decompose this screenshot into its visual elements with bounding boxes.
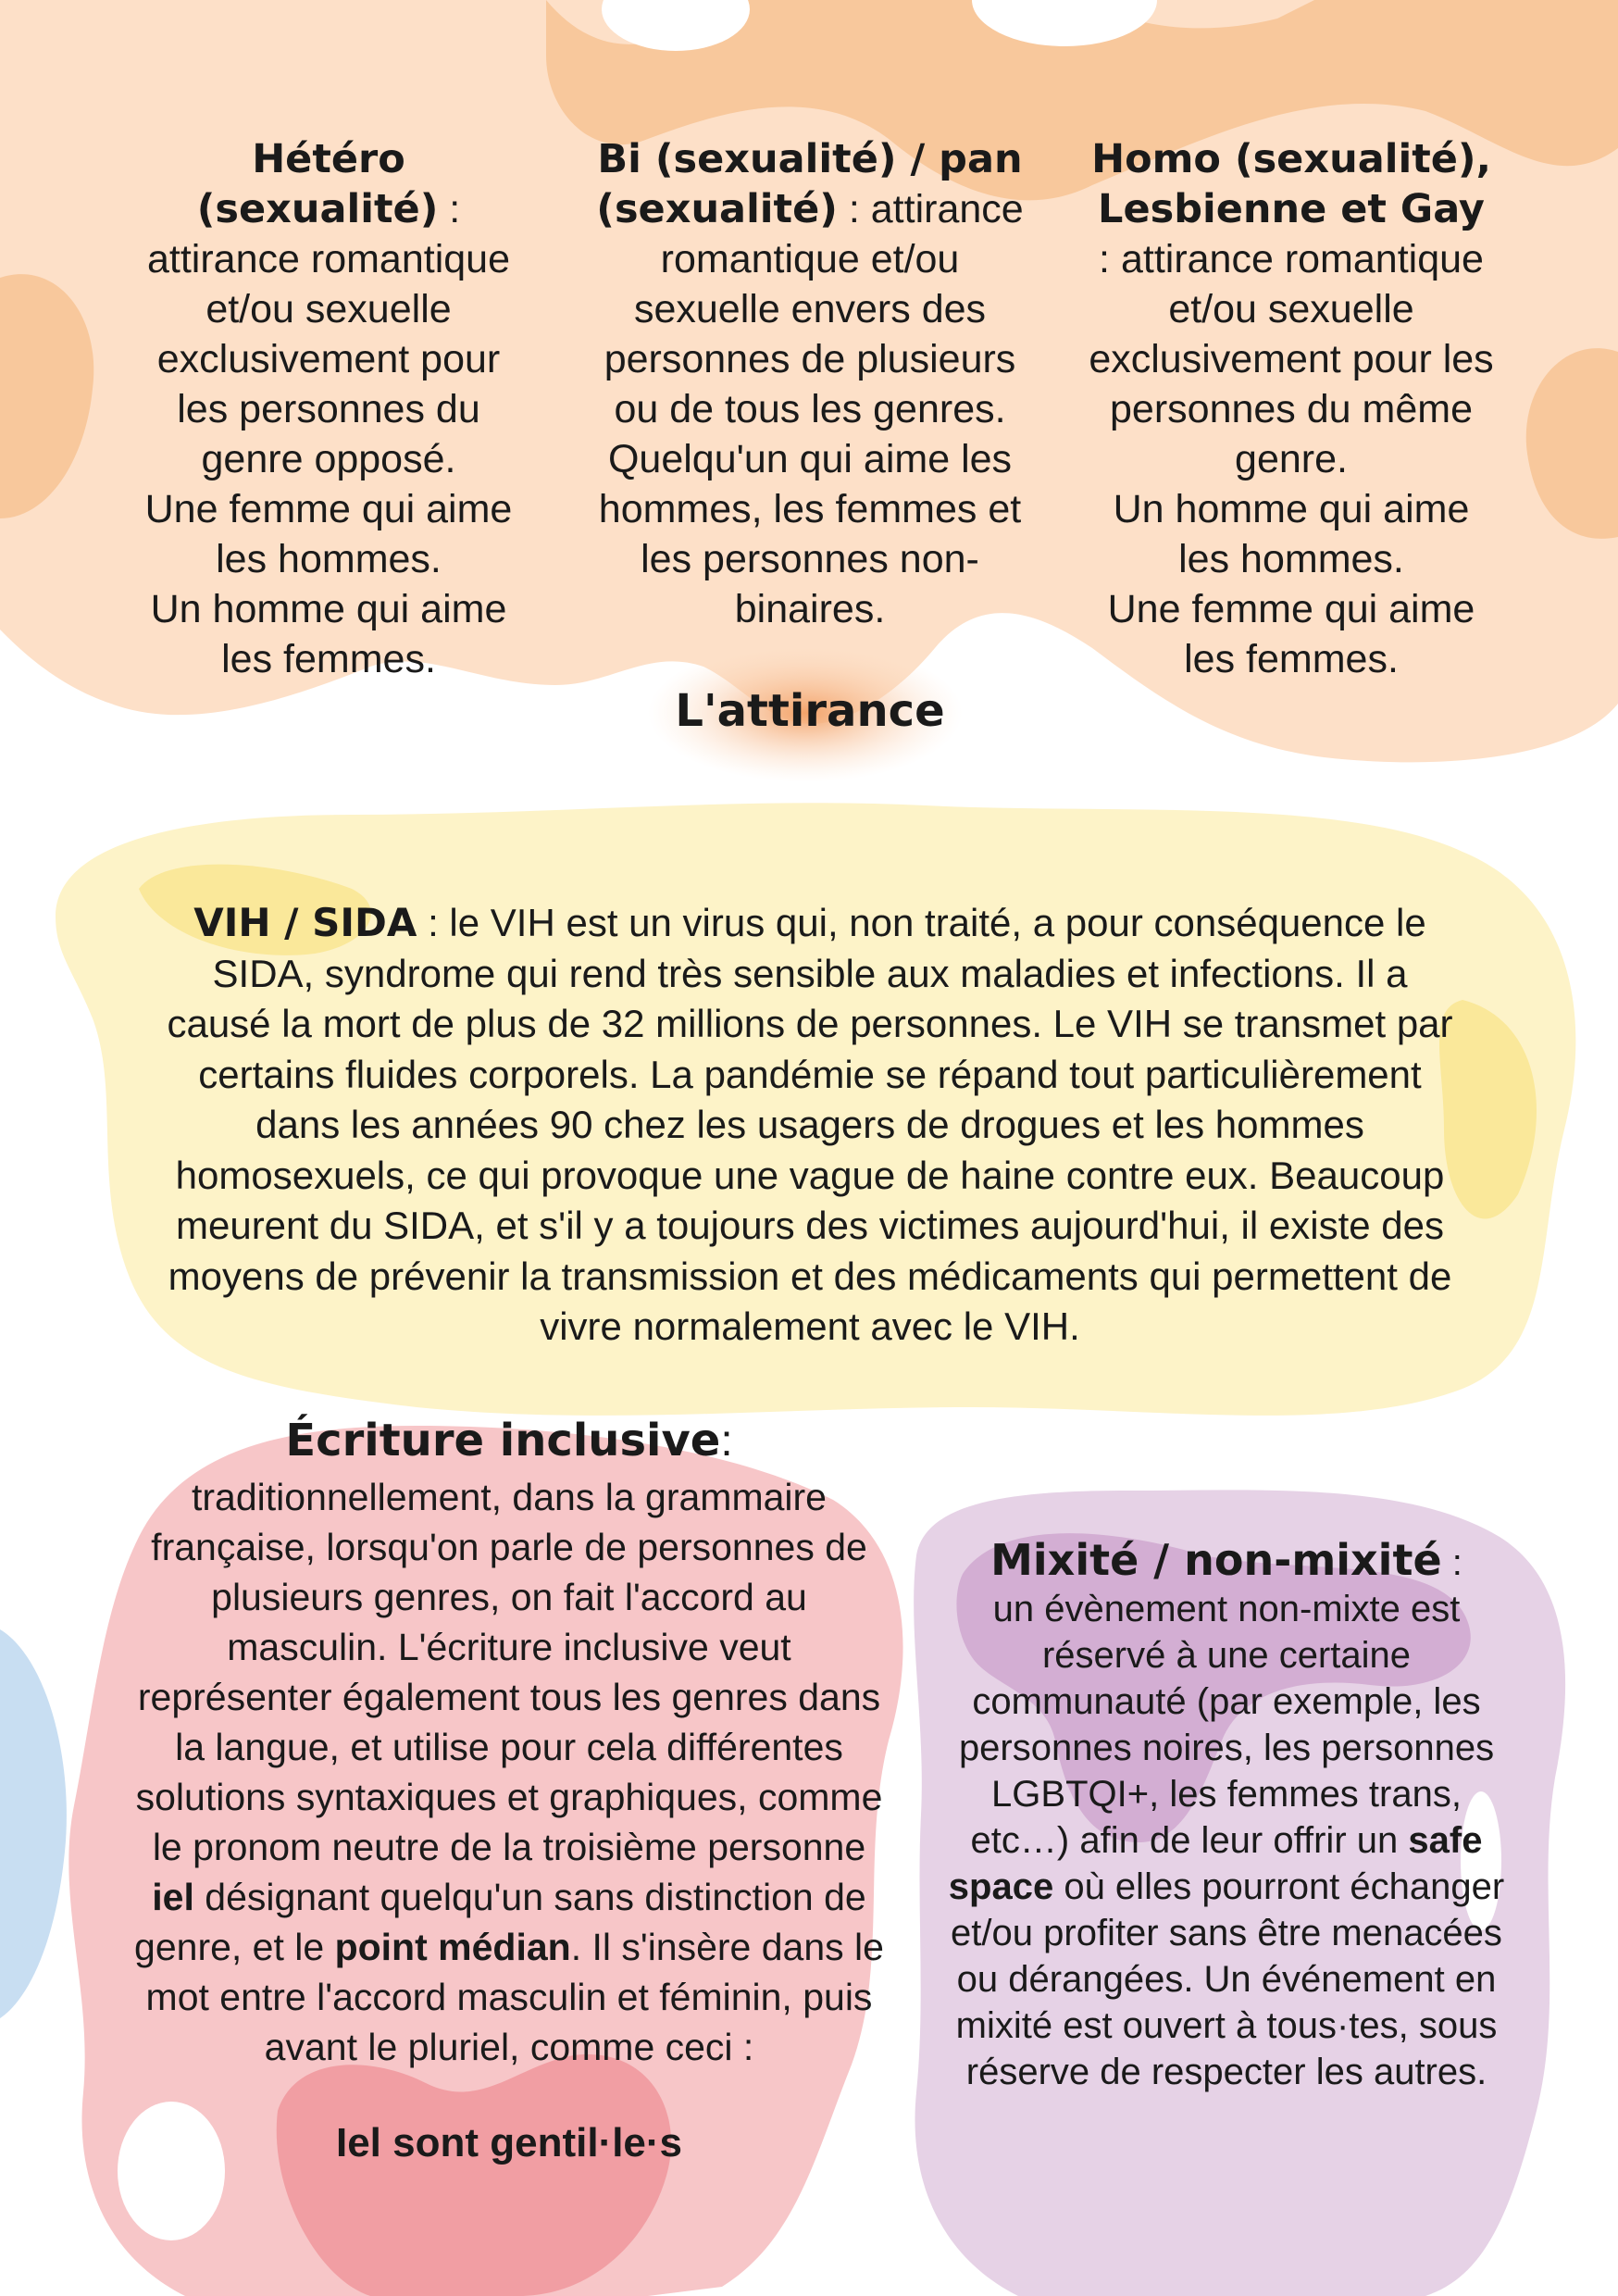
example-homo-1: Un homme qui aime les hommes. [1113, 487, 1470, 581]
definition-ecriture-inclusive: traditionnellement, dans la grammaire française, lorsqu'on parle de personnes de plusieurs genres, on fait l'accord au masculin. L'écriture inclusive veut représenter également tous les genres dans la langue, et utilise pour cela différentes solutions syntaxiques et graphiques, comme le pronom neutre de la troisième personne iel désignant quelqu'un sans distinction de genre, et le point médian. Il s'insère dans le mot entre l'accord masculin et féminin, puis avant le pluriel, comme ceci : [134, 1476, 884, 2068]
definition-hetero-text: attirance romantique et/ou sexuelle exclusivement pour les personnes du genre opposé. [147, 237, 510, 481]
term-ecriture-inclusive: Écriture inclusive [285, 1415, 721, 1466]
term-bi-pan: Bi (sexualité) / pan (sexualité) [596, 136, 1023, 232]
heading-ecriture-inclusive: Écriture inclusive: [285, 1415, 733, 1466]
term-hetero: Hétéro (sexualité) [196, 136, 439, 232]
blue-blob [0, 1629, 67, 2018]
example-hetero-2: Un homme qui aime les femmes. [150, 587, 507, 681]
example-hetero-1: Une femme qui aime les hommes. [144, 487, 513, 581]
definition-mixite: Mixité / non-mixité : un évènement non-mixte est réservé à une certaine communauté (par exemple, les personnes noires, les personnes LGBTQI+, les femmes trans, etc…) afin de leur offrir un safe space où elles pourront échanger et/ou profiter sans être menacées ou dérangées. Un événement en mixité est ouvert à tous·tes, sous réserve de respecter les autres. [948, 1535, 1505, 2092]
term-homo: Homo (sexualité), Lesbienne et Gay [1091, 136, 1491, 232]
section-title-attirance: L'attirance [675, 685, 945, 737]
definition-bi-pan: Bi (sexualité) / pan (sexualité) : attirance romantique et/ou sexuelle envers des personnes de plusieurs ou de tous les genres. Quelqu'un qui aime les hommes, les femmes et les personnes non-binaires. [596, 136, 1024, 631]
definition-homo: Homo (sexualité), Lesbienne et Gay : attirance romantique et/ou sexuelle exclusivement pour les personnes du même genre. Un homme qui aime les hommes. Une femme qui aime les femmes. [1089, 136, 1494, 681]
example-inclusive-writing: Iel sont gentil·le·s [335, 2120, 683, 2165]
definition-vih-sida: VIH / SIDA : le VIH est un virus qui, non traité, a pour conséquence le SIDA, syndrome qui rend très sensible aux maladies et infections. Il a causé la mort de plus de 32 millions de personnes. Le VIH se transmet par certains fluides corporels. La pandémie se répand tout particulièrement dans les années 90 chez les usagers de drogues et les hommes homosexuels, ce qui provoque une vague de haine contre eux. Beaucoup meurent du SIDA, et s'il y a toujours des victimes aujourd'hui, il existe des moyens de prévenir la transmission et des médicaments qui permettent de vivre normalement avec le VIH. [167, 900, 1453, 1348]
term-vih-sida: VIH / SIDA [193, 900, 417, 945]
example-bi-1: Quelqu'un qui aime les hommes, les femmes et les personnes non-binaires. [598, 437, 1022, 631]
example-homo-2: Une femme qui aime les femmes. [1107, 587, 1475, 681]
keyword-iel: iel [152, 1876, 194, 1918]
definition-homo-text: attirance romantique et/ou sexuelle exclusivement pour les personnes du même genre. [1089, 237, 1494, 481]
term-mixite: Mixité / non-mixité [990, 1535, 1442, 1585]
keyword-point-median: point médian [334, 1926, 571, 1968]
definition-vih-text: le VIH est un virus qui, non traité, a pour conséquence le SIDA, syndrome qui rend très sensible aux maladies et infections. Il a causé la mort de plus de 32 millions de personnes. Le VIH se transmet par certains fluides corporels. La pandémie se répand tout particulièrement dans les années 90 chez les usagers de drogues et les hommes homosexuels, ce qui provoque une vague de haine contre eux. Beaucoup meurent du SIDA, et s'il y a toujours des victimes aujourd'hui, il existe des moyens de prévenir la transmission et des médicaments qui permettent de vivre normalement avec le VIH. [167, 901, 1453, 1348]
white-hole-3 [118, 2102, 225, 2240]
definition-hetero: Hétéro (sexualité) : attirance romantique et/ou sexuelle exclusivement pour les personnes du genre opposé. Une femme qui aime les hommes. Un homme qui aime les femmes. [144, 136, 513, 681]
definition-bi-text: attirance romantique et/ou sexuelle envers des personnes de plusieurs ou de tous les genres. [604, 187, 1024, 431]
keyword-safe-space: safe space [948, 1820, 1483, 1907]
